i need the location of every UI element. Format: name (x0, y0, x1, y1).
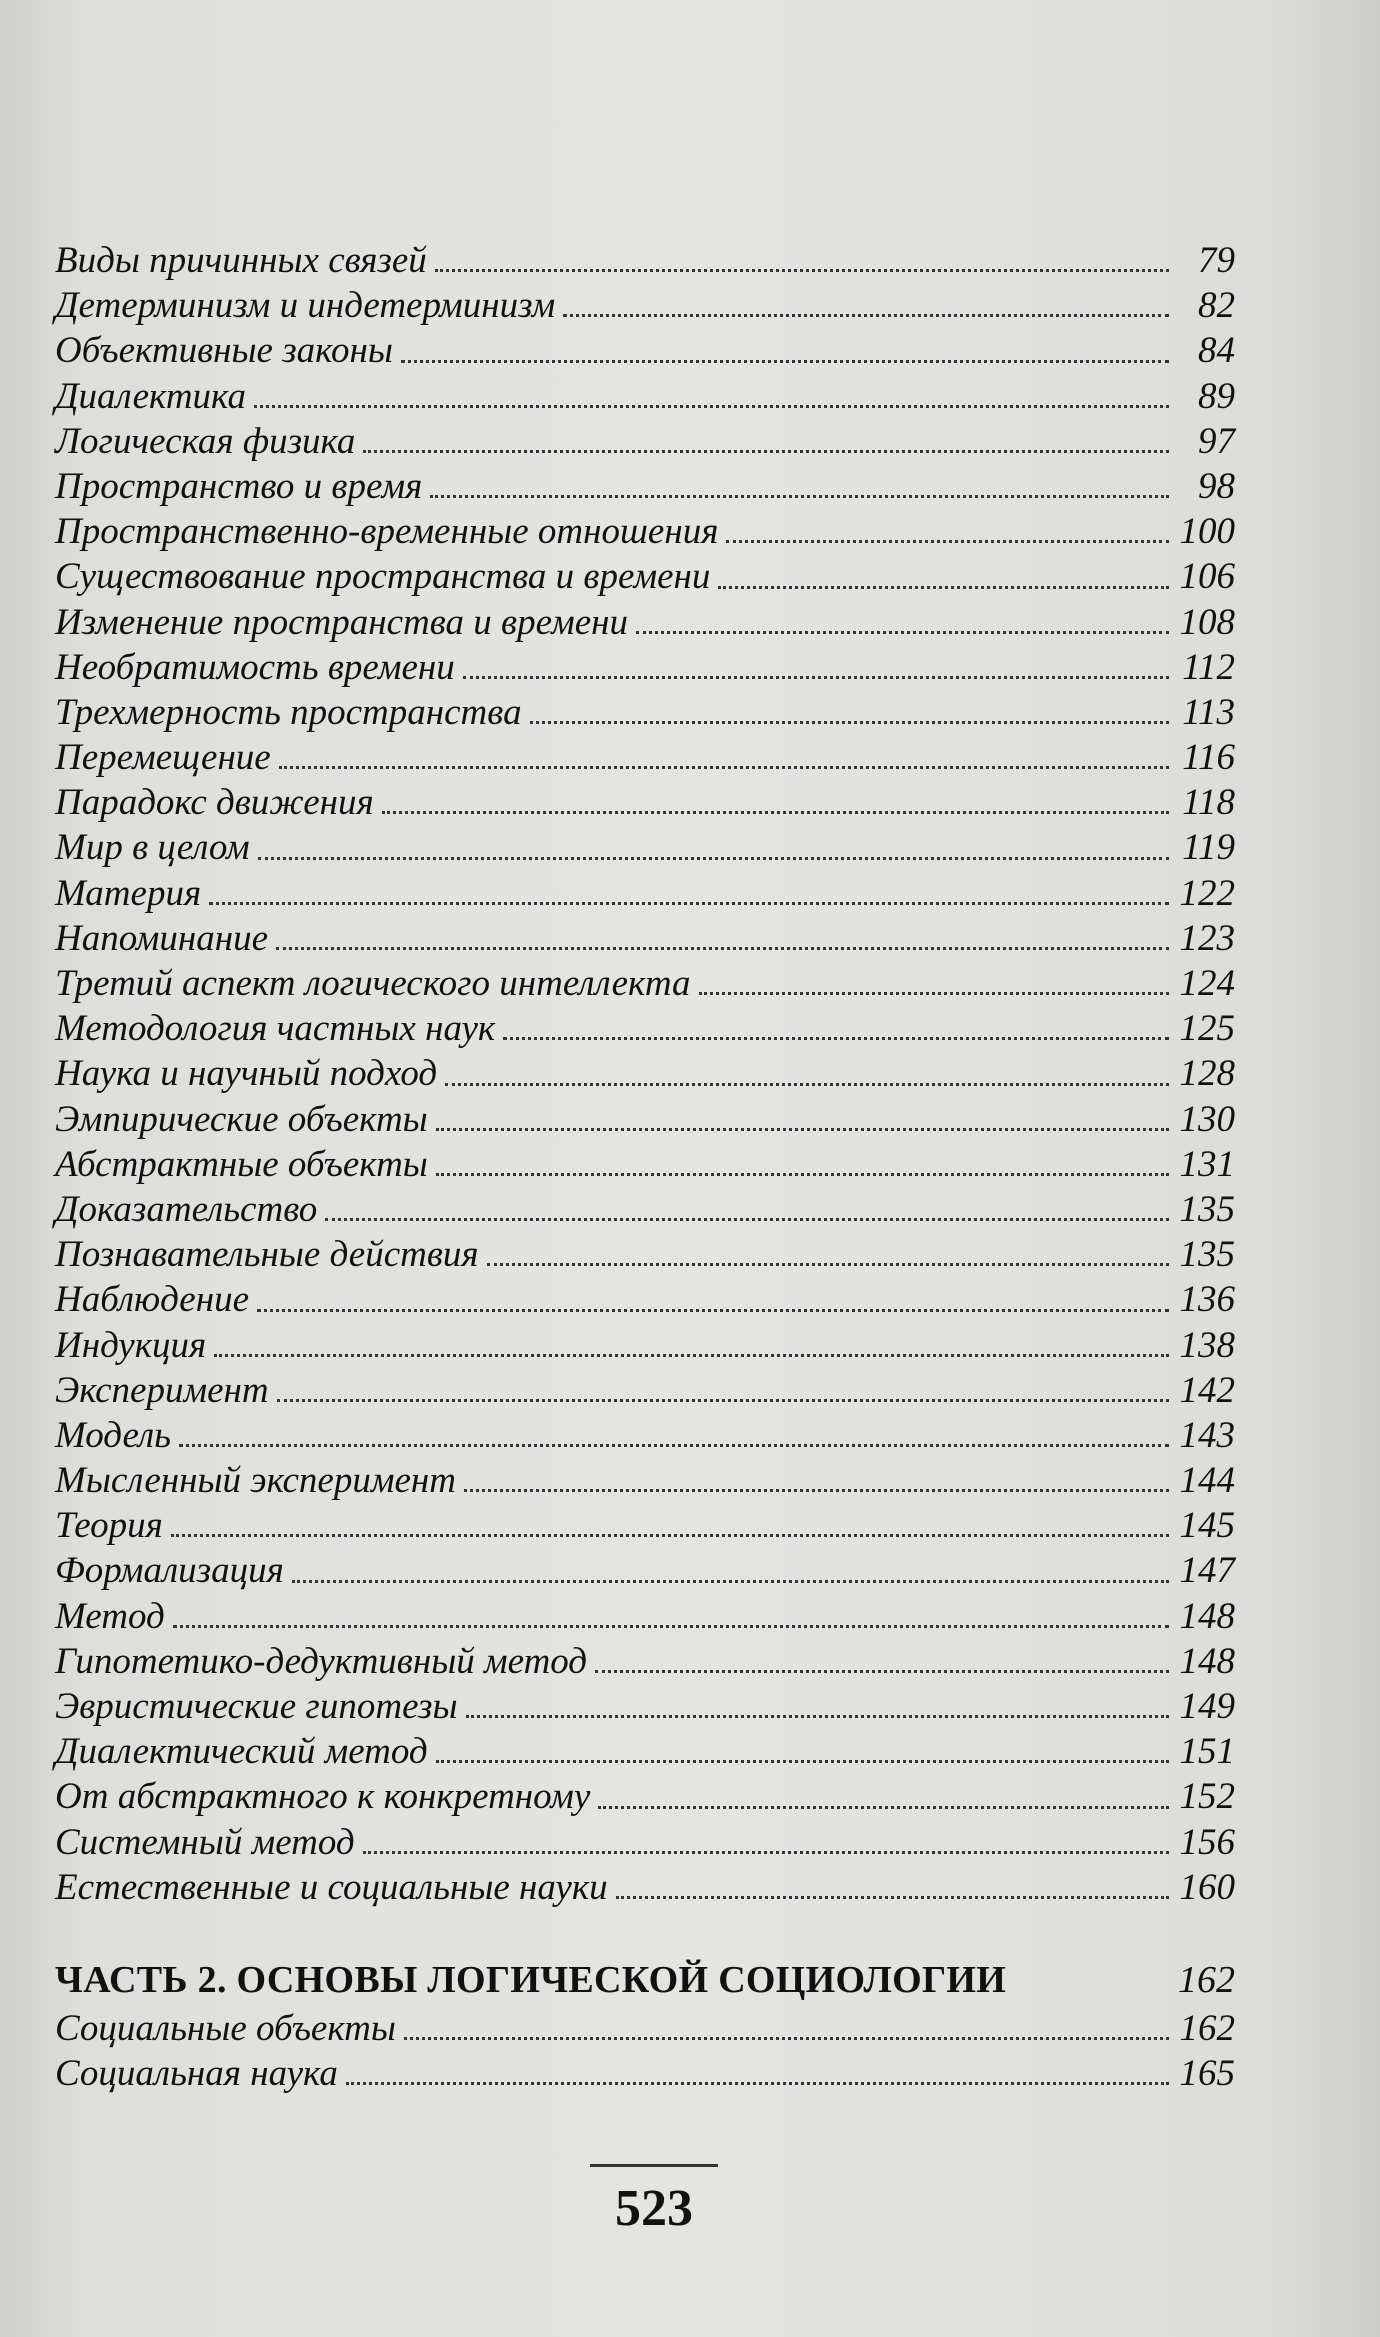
toc-entry-page: 148 (1179, 1595, 1235, 1637)
toc-entry-page: 122 (1179, 872, 1235, 914)
toc-entry-title: Логическая физика (55, 420, 356, 462)
dot-leader (346, 2082, 1169, 2085)
toc-entry-page: 113 (1182, 691, 1235, 733)
toc-entry-title: Третий аспект логического интеллекта (55, 963, 691, 1004)
dot-leader (277, 1399, 1169, 1402)
toc-entry (55, 600, 1235, 645)
toc-entry-title: Модель (55, 1414, 171, 1456)
dot-leader (435, 269, 1169, 272)
toc-entry-title: Перемещение (55, 737, 271, 779)
toc-entry-page: 98 (1198, 465, 1235, 507)
toc-entry-page: 84 (1198, 330, 1235, 372)
dot-leader (530, 721, 1169, 724)
dot-leader (258, 857, 1169, 860)
toc-entry-title: От абстрактного к конкретному (55, 1776, 591, 1818)
dot-leader (487, 1263, 1169, 1266)
toc-entry (55, 1820, 1235, 1865)
toc-entry-page: 165 (1179, 2053, 1235, 2095)
dot-leader (726, 540, 1169, 543)
toc-entry (55, 1548, 1235, 1593)
toc-entry-page: 142 (1179, 1369, 1235, 1411)
toc-entry-title: Наблюдение (55, 1279, 249, 1321)
table-of-contents (55, 238, 1235, 2096)
toc-entry (55, 916, 1235, 961)
dot-leader (254, 405, 1169, 408)
toc-entry (55, 1865, 1235, 1910)
toc-entry (55, 1323, 1235, 1368)
toc-entry (55, 1051, 1235, 1096)
toc-entry (55, 780, 1235, 825)
toc-entry-page: 124 (1179, 963, 1235, 1004)
toc-entry (55, 871, 1235, 916)
dot-leader (598, 1806, 1169, 1809)
toc-entry (55, 961, 1235, 1006)
toc-entry (55, 1503, 1235, 1548)
toc-entry-page: 136 (1179, 1279, 1235, 1321)
toc-entry-page: 89 (1198, 375, 1235, 417)
toc-entry-page: 118 (1182, 782, 1235, 824)
toc-entry-title: Пространство и время (55, 465, 423, 507)
toc-entry-title: Познавательные действия (55, 1234, 479, 1276)
toc-entry-title: Виды причинных связей (55, 240, 427, 281)
toc-entry-page: 162 (1179, 2007, 1235, 2049)
dot-leader (445, 1083, 1169, 1086)
dot-leader (699, 992, 1170, 995)
toc-entry-title: Материя (55, 872, 202, 914)
dot-leader (636, 631, 1169, 634)
toc-entry (55, 1594, 1235, 1639)
toc-entry (55, 1187, 1235, 1232)
dot-leader (279, 766, 1169, 769)
toc-entry-page: 125 (1179, 1008, 1235, 1050)
toc-entry (55, 1458, 1235, 1503)
dot-leader (464, 1489, 1169, 1492)
toc-entry (55, 1413, 1235, 1458)
dot-leader (401, 360, 1169, 363)
toc-entry (55, 1684, 1235, 1729)
toc-entry-title: Метод (55, 1595, 165, 1637)
toc-entry-title: Формализация (55, 1550, 284, 1592)
toc-entry (55, 1097, 1235, 1142)
toc-entry-page: 119 (1182, 827, 1235, 869)
toc-entry (55, 464, 1235, 509)
toc-entry (55, 238, 1235, 283)
toc-entry-title: Парадокс движения (55, 782, 374, 824)
toc-entry-page: 135 (1179, 1188, 1235, 1230)
toc-entry-title: Эмпирические объекты (55, 1098, 428, 1140)
toc-entry (55, 1142, 1235, 1187)
dot-leader (382, 811, 1169, 814)
toc-entry (55, 328, 1235, 373)
toc-entry-title: Социальная наука (55, 2053, 338, 2095)
part-heading (55, 1954, 1235, 2006)
dot-leader (718, 586, 1169, 589)
toc-entry-page: 82 (1198, 285, 1235, 327)
toc-entry-title: Изменение пространства и времени (55, 601, 628, 643)
toc-entry (55, 509, 1235, 554)
toc-entry-title: Теория (55, 1505, 163, 1547)
toc-entry (55, 690, 1235, 735)
toc-entry-page: 79 (1198, 240, 1235, 281)
toc-entry (55, 554, 1235, 599)
toc-entry-page: 148 (1179, 1640, 1235, 1682)
toc-entry (55, 1368, 1235, 1413)
toc-entry-title: Методология частных наук (55, 1008, 496, 1050)
part-entries (55, 2006, 1235, 2096)
toc-entry-title: Естественные и социальные науки (55, 1866, 608, 1908)
dot-leader (209, 902, 1169, 905)
toc-entry (55, 1277, 1235, 1322)
toc-entry (55, 1232, 1235, 1277)
toc-entry (55, 1006, 1235, 1051)
toc-entry-page: 106 (1179, 556, 1235, 598)
dot-leader (173, 1625, 1169, 1628)
part-page-number: 162 (1178, 1958, 1235, 2001)
dot-leader (292, 1580, 1169, 1583)
toc-entry-title: Эвристические гипотезы (55, 1686, 458, 1727)
toc-entry-page: 156 (1179, 1821, 1235, 1863)
toc-entry-title: Пространственно-временные отношения (55, 511, 719, 553)
toc-entry-page: 131 (1179, 1143, 1235, 1185)
toc-entry-page: 149 (1179, 1686, 1235, 1727)
dot-leader (466, 1715, 1169, 1718)
toc-entry-title: Наука и научный подход (55, 1053, 438, 1095)
toc-entry-page: 138 (1179, 1324, 1235, 1366)
toc-entry-page: 147 (1179, 1550, 1235, 1592)
dot-leader (404, 2037, 1169, 2040)
toc-entry-title: Доказательство (55, 1188, 318, 1230)
dot-leader (503, 1037, 1169, 1040)
dot-leader (436, 1173, 1169, 1176)
toc-entry-title: Существование пространства и времени (55, 556, 711, 598)
dot-leader (436, 1760, 1169, 1763)
toc-entry-page: 116 (1182, 737, 1235, 779)
dot-leader (363, 1851, 1169, 1854)
dot-leader (276, 947, 1169, 950)
toc-entry-title: Трехмерность пространства (55, 691, 522, 733)
toc-entry-title: Напоминание (55, 917, 269, 959)
dot-leader (214, 1354, 1169, 1357)
dot-leader (430, 495, 1169, 498)
dot-leader (436, 1128, 1169, 1131)
toc-entry (55, 1639, 1235, 1684)
toc-entry-page: 108 (1179, 601, 1235, 643)
part-title: ЧАСТЬ 2. ОСНОВЫ ЛОГИЧЕСКОЙ СОЦИОЛОГИИ (55, 1958, 1007, 2001)
toc-entry-page: 112 (1182, 646, 1235, 688)
toc-entry-page: 152 (1179, 1776, 1235, 1818)
toc-entry-page: 160 (1179, 1866, 1235, 1908)
toc-entry-title: Диалектический метод (55, 1731, 428, 1773)
toc-entry-title: Диалектика (55, 375, 246, 417)
toc-entry-page: 151 (1179, 1731, 1235, 1773)
toc-entry (55, 735, 1235, 780)
toc-entry-title: Мысленный эксперимент (55, 1460, 456, 1502)
dot-leader (595, 1670, 1169, 1673)
toc-entry-title: Детерминизм и индетерминизм (55, 285, 556, 327)
toc-entry-title: Системный метод (55, 1821, 355, 1863)
toc-entry-page: 145 (1179, 1505, 1235, 1547)
toc-entry (55, 283, 1235, 328)
toc-entry-page: 130 (1179, 1098, 1235, 1140)
toc-entry-title: Эксперимент (55, 1369, 269, 1411)
page-number-rule (590, 2164, 718, 2167)
toc-entry (55, 1774, 1235, 1819)
toc-entry-page: 128 (1179, 1053, 1235, 1095)
toc-entry-title: Объективные законы (55, 330, 393, 372)
toc-entry (55, 1729, 1235, 1774)
toc-entry-page: 100 (1179, 511, 1235, 553)
toc-entry-page: 143 (1179, 1414, 1235, 1456)
toc-entry-title: Необратимость времени (55, 646, 455, 688)
dot-leader (616, 1896, 1169, 1899)
dot-leader (325, 1218, 1169, 1221)
toc-entry (55, 645, 1235, 690)
toc-entry-title: Гипотетико-дедуктивный метод (55, 1640, 588, 1682)
dot-leader (363, 450, 1169, 453)
toc-entry (55, 2051, 1235, 2096)
toc-entry (55, 419, 1235, 464)
toc-entry-page: 97 (1198, 420, 1235, 462)
toc-entry-title: Индукция (55, 1324, 207, 1366)
page-number: 523 (615, 2180, 693, 2237)
dot-leader (257, 1309, 1169, 1312)
dot-leader (463, 676, 1169, 679)
toc-entries (55, 238, 1235, 1910)
toc-entry (55, 2006, 1235, 2051)
dot-leader (563, 314, 1169, 317)
dot-leader (179, 1444, 1169, 1447)
toc-entry (55, 825, 1235, 870)
toc-entry-page: 135 (1179, 1234, 1235, 1276)
dot-leader (171, 1534, 1169, 1537)
toc-entry-title: Абстрактные объекты (55, 1143, 428, 1185)
toc-entry-title: Социальные объекты (55, 2007, 396, 2049)
toc-entry-page: 123 (1179, 917, 1235, 959)
toc-entry-title: Мир в целом (55, 827, 250, 869)
toc-entry (55, 374, 1235, 419)
toc-entry-page: 144 (1179, 1460, 1235, 1502)
